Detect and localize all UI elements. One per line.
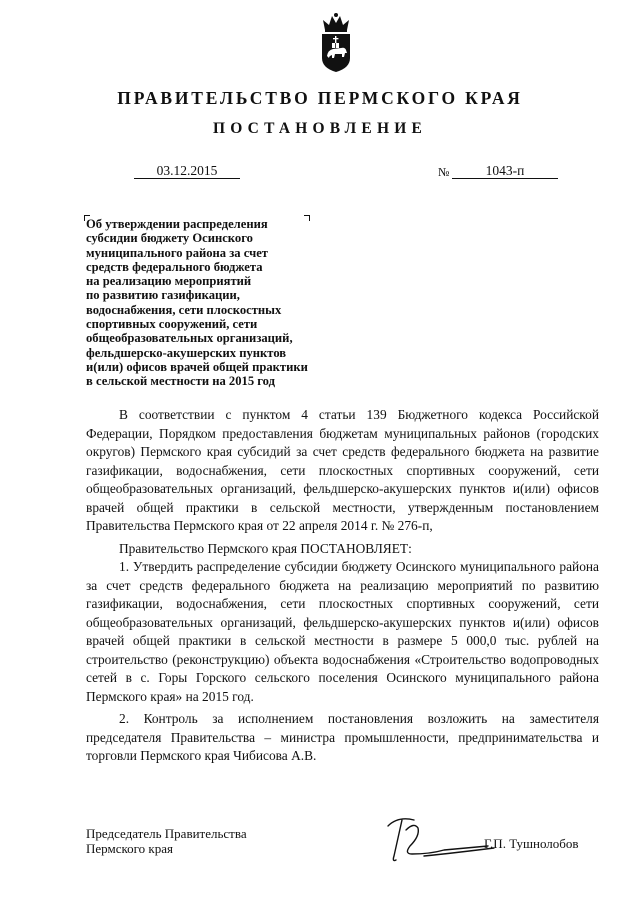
subject-line: фельдшерско-акушерских пунктов: [86, 345, 287, 360]
signer-name: Г.П. Тушнолобов: [484, 836, 579, 851]
signer-title-line: Пермского края: [86, 841, 173, 856]
subject-line: средств федерального бюджета: [86, 259, 263, 274]
subject-line: спортивных сооружений, сети: [86, 317, 258, 332]
document-body: [86, 406, 599, 766]
document-subject: [86, 217, 356, 389]
document-date: 03.12.2015: [134, 163, 240, 179]
coat-of-arms-icon: [319, 12, 353, 74]
subject-line: на реализацию мероприятий: [86, 274, 252, 289]
number-label: №: [438, 165, 450, 179]
body-paragraph-resolves: Правительство Пермского края ПОСТАНОВЛЯЕТ:: [119, 540, 412, 556]
signer-title: [86, 826, 247, 856]
subject-line: Об утверждении распределения: [86, 217, 268, 231]
subject-line: субсидии бюджету Осинского: [86, 231, 253, 246]
document-type: ПОСТАНОВЛЕНИЕ: [212, 120, 428, 137]
subject-line: по развитию газификации,: [86, 288, 240, 303]
government-title: ПРАВИТЕЛЬСТВО ПЕРМСКОГО КРАЯ: [117, 88, 523, 108]
subject-line: муниципального района за счет: [86, 245, 268, 260]
body-paragraph-item-2: 2. Контроль за исполнением постановления возложить на заместителя председателя Правительства – министра промышленности, предпринимательства и торговли Пермского края Чибисова А.В.: [86, 711, 599, 763]
subject-line: в сельской местности на 2015 год: [86, 374, 275, 389]
subject-line: водоснабжения, сети плоскостных: [86, 302, 282, 317]
signer-title-line: Председатель Правительства: [86, 826, 247, 841]
document-number: 1043-п: [452, 163, 558, 179]
body-paragraph-item-1: 1. Утвердить распределение субсидии бюджету Осинского муниципального района за счет средств федерального бюджета на реализацию мероприятий по развитию газификации, водоснабжения, сети плоскостных спортивных сооружений, сети общеобразовательных организаций, фельдшерско-акушерских пунктов и(или) офисов врачей общей практики в сельской местности в размере 5 000,0 тыс. рублей на строительство (реконструкцию) объекта водоснабжения «Строительство водопроводных сетей в с. Горы Горского сельского поселения Осинского муниципального района Пермского края» на 2015 год.: [86, 559, 599, 704]
body-paragraph-preamble: В соответствии с пунктом 4 статьи 139 Бюджетного кодекса Российской Федерации, Порядком предоставления бюджетам муниципальных районов (городских округов) Пермского края субсидий за счет средств федерального бюджета на развитие газификации, водоснабжения, сети плоскостных спортивных сооружений, сети общеобразовательных организаций, фельдшерско-акушерских пунктов и(или) офисов врачей общей практики в сельской местности, утвержденным постановлением Правительства Пермского края от 22 апреля 2014 г. № 276-п,: [86, 407, 599, 533]
subject-line: и(или) офисов врачей общей практики: [86, 359, 308, 374]
subject-line: общеобразовательных организаций,: [86, 331, 293, 346]
